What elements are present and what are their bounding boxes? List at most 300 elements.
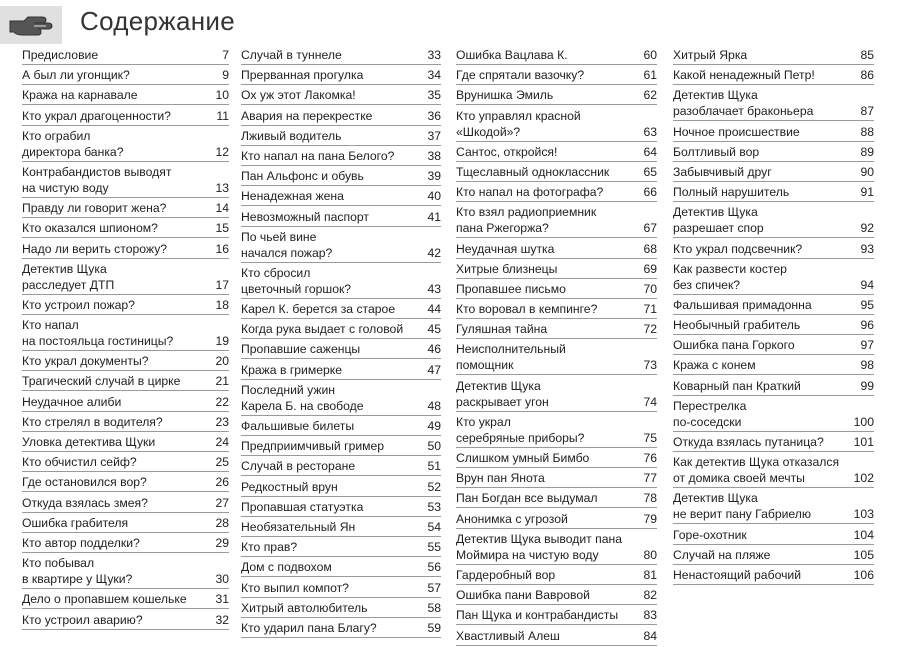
- toc-entry-title: Детектив Щука раскрывает угон: [456, 378, 549, 409]
- toc-entry: [241, 417, 441, 436]
- toc-entry-title: Полный нарушитель: [673, 185, 790, 200]
- toc-entry-page: 27: [215, 495, 229, 510]
- toc-entry: [456, 530, 657, 565]
- toc-entry: [241, 46, 441, 65]
- toc-entry: [241, 381, 441, 416]
- toc-entry: [241, 558, 441, 577]
- toc-entry-title: Кто украл серебряные приборы?: [456, 414, 585, 445]
- toc-entry-title: Кто напал на фотографа?: [456, 185, 604, 200]
- toc-entry-title: Хитрый автолюбитель: [241, 600, 368, 615]
- toc-entry: [673, 397, 874, 432]
- toc-entry: [241, 361, 441, 380]
- toc-entry-title: Детектив Щука расследует ДТП: [22, 261, 115, 292]
- toc-entry-title: Кто украл драгоценности?: [22, 108, 171, 123]
- toc-entry-page: 54: [427, 519, 441, 534]
- toc-entry-title: Неудачное алиби: [22, 394, 122, 409]
- toc-entry-title: Кто сбросил цветочный горшок?: [241, 265, 352, 296]
- toc-entry-title: Откуда взялась змея?: [22, 495, 148, 510]
- toc-entry-page: 53: [427, 499, 441, 514]
- toc-entry-page: 36: [427, 108, 441, 123]
- toc-entry-page: 43: [427, 281, 441, 296]
- toc-entry-title: Какой ненадежный Петр!: [673, 68, 815, 83]
- toc-entry-page: 52: [427, 479, 441, 494]
- toc-entry-title: Тщеславный одноклассник: [456, 164, 610, 179]
- toc-entry-page: 103: [853, 507, 874, 522]
- toc-entry: [456, 449, 657, 468]
- toc-entry-title: Пан Богдан все выдумал: [456, 491, 598, 506]
- toc-entry-title: Случай на пляже: [673, 547, 771, 562]
- toc-entry-page: 84: [643, 628, 657, 643]
- toc-entry-page: 22: [215, 394, 229, 409]
- toc-entry-page: 29: [215, 535, 229, 550]
- toc-entry-page: 50: [427, 439, 441, 454]
- toc-entry-page: 47: [427, 362, 441, 377]
- toc-entry-page: 14: [215, 201, 229, 216]
- toc-entry: [673, 123, 874, 142]
- toc-entry-title: Болтливый вор: [673, 144, 760, 159]
- toc-entry-title: Авария на перекрестке: [241, 108, 373, 123]
- toc-entry-page: 58: [427, 600, 441, 615]
- toc-entry-page: 62: [643, 88, 657, 103]
- toc-entry: [241, 498, 441, 517]
- toc-entry: [456, 413, 657, 448]
- toc-entry: [673, 240, 874, 259]
- toc-entry-page: 57: [427, 580, 441, 595]
- toc-entry-title: Когда рука выдает с головой: [241, 322, 404, 337]
- toc-entry: [456, 377, 657, 412]
- toc-entry: [456, 46, 657, 65]
- toc-entry-title: Детектив Щука разрешает спор: [673, 205, 764, 236]
- toc-entry-title: Хитрые близнецы: [456, 261, 558, 276]
- toc-entry: [673, 66, 874, 85]
- toc-entry: [241, 579, 441, 598]
- toc-entry: [22, 240, 229, 259]
- toc-entry-title: Ненастоящий рабочий: [673, 567, 802, 582]
- toc-entry-title: Кража с конем: [673, 358, 756, 373]
- toc-entry-title: По чьей вине начался пожар?: [241, 229, 333, 260]
- toc-entry: [241, 208, 441, 227]
- toc-entry: [22, 494, 229, 513]
- toc-entry-page: 9: [222, 68, 229, 83]
- toc-entry-title: Неудачная шутка: [456, 241, 555, 256]
- toc-entry: [673, 526, 874, 545]
- toc-entry-page: 63: [643, 124, 657, 139]
- toc-entry-page: 80: [643, 547, 657, 562]
- toc-entry-page: 32: [215, 612, 229, 627]
- toc-entry-page: 13: [215, 180, 229, 195]
- toc-entry-title: Ошибка Вацлава К.: [456, 48, 568, 62]
- toc-entry-page: 97: [860, 338, 874, 353]
- toc-entry: [241, 264, 441, 299]
- toc-entry-title: Фальшивая примадонна: [673, 297, 812, 312]
- toc-entry-title: Прерванная прогулка: [241, 68, 364, 83]
- toc-entry: [241, 340, 441, 359]
- toc-entry-title: Кто ударил пана Благу?: [241, 620, 377, 635]
- toc-entry-title: Кто управлял красной «Шкодой»?: [456, 108, 581, 139]
- toc-entry-title: Кто украл документы?: [22, 354, 149, 369]
- toc-entry-page: 23: [215, 414, 229, 429]
- toc-entry: [673, 316, 874, 335]
- toc-entry-page: 25: [215, 455, 229, 470]
- toc-entry-title: Кто обчистил сейф?: [22, 455, 137, 470]
- toc-entry-title: Врунишка Эмиль: [456, 88, 554, 103]
- toc-entry-title: Врун пан Янота: [456, 471, 545, 486]
- toc-entry-page: 59: [427, 620, 441, 635]
- toc-entry-page: 88: [860, 124, 874, 139]
- toc-entry: [673, 296, 874, 315]
- toc-entry-page: 85: [860, 48, 874, 62]
- toc-entry-page: 56: [427, 560, 441, 575]
- toc-entry: [456, 260, 657, 279]
- toc-entry-page: 42: [427, 245, 441, 260]
- toc-entry-page: 87: [860, 104, 874, 119]
- toc-column-2: [241, 46, 441, 639]
- toc-entry-title: Кто побывал в квартире у Щуки?: [22, 556, 133, 587]
- toc-entry: [673, 86, 874, 121]
- toc-entry: [22, 514, 229, 533]
- toc-entry-page: 45: [427, 322, 441, 337]
- toc-entry: [22, 611, 229, 630]
- toc-entry-title: Пропавшее письмо: [456, 281, 566, 296]
- toc-entry-title: Кто оказался шпионом?: [22, 221, 158, 236]
- toc-entry-title: Ошибка грабителя: [22, 515, 129, 530]
- toc-entry-page: 91: [860, 185, 874, 200]
- toc-entry: [241, 437, 441, 456]
- toc-entry: [22, 372, 229, 391]
- toc-entry: [241, 187, 441, 206]
- toc-entry: [241, 619, 441, 638]
- toc-entry-page: 81: [643, 567, 657, 582]
- toc-entry-page: 96: [860, 318, 874, 333]
- toc-entry-page: 105: [853, 547, 874, 562]
- toc-entry-page: 106: [853, 567, 874, 582]
- toc-entry-page: 48: [427, 398, 441, 413]
- toc-entry-title: Невозможный паспорт: [241, 209, 369, 224]
- toc-entry-title: Гардеробный вор: [456, 567, 556, 582]
- toc-entry-title: Лживый водитель: [241, 128, 342, 143]
- toc-entry-page: 18: [215, 297, 229, 312]
- toc-column-4: [673, 46, 874, 586]
- toc-entry-page: 99: [860, 378, 874, 393]
- toc-entry: [22, 316, 229, 351]
- toc-entry-title: Как детектив Щука отказался от домика своей мечты: [673, 455, 840, 486]
- toc-entry-title: Ошибка пана Горкого: [673, 338, 795, 353]
- toc-entry-page: 68: [643, 241, 657, 256]
- toc-entry-page: 66: [643, 185, 657, 200]
- toc-entry-page: 71: [643, 302, 657, 317]
- toc-entry-title: Кто устроил аварию?: [22, 612, 143, 627]
- toc-entry: [673, 546, 874, 565]
- toc-entry: [456, 320, 657, 339]
- toc-entry-page: 55: [427, 540, 441, 555]
- toc-entry: [456, 627, 657, 646]
- page-title: Содержание: [80, 6, 235, 36]
- toc-entry-page: 26: [215, 475, 229, 490]
- toc-entry-title: Коварный пан Краткий: [673, 378, 801, 393]
- toc-entry-page: 78: [643, 491, 657, 506]
- toc-entry-title: Ночное происшествие: [673, 124, 800, 139]
- toc-entry-title: Случай в туннеле: [241, 48, 342, 62]
- toc-entry: [22, 163, 229, 198]
- toc-entry-page: 102: [853, 471, 874, 486]
- toc-entry-title: Трагический случай в цирке: [22, 374, 181, 389]
- toc-entry-title: Необязательный Ян: [241, 519, 356, 534]
- toc-entry-title: Хвастливый Алеш: [456, 628, 560, 643]
- toc-entry-title: Кто ограбил директора банка?: [22, 128, 124, 159]
- toc-entry: [241, 167, 441, 186]
- toc-entry: [456, 163, 657, 182]
- toc-entry-page: 86: [860, 68, 874, 83]
- toc-entry-title: Уловка детектива Щуки: [22, 435, 156, 449]
- toc-entry-page: 16: [215, 241, 229, 256]
- toc-entry: [673, 453, 874, 488]
- toc-entry-title: Кто воровал в кемпинге?: [456, 302, 598, 317]
- toc-entry-title: Где спрятали вазочку?: [456, 68, 585, 83]
- toc-entry-title: Кража в гримерке: [241, 362, 343, 377]
- toc-entry: [22, 534, 229, 553]
- toc-entry-title: Кто взял радиоприемник пана Ржегоржа?: [456, 205, 597, 236]
- toc-entry-page: 75: [643, 430, 657, 445]
- toc-entry: [456, 143, 657, 162]
- toc-entry-page: 35: [427, 88, 441, 103]
- toc-entry: [673, 46, 874, 65]
- toc-entry: [241, 300, 441, 319]
- toc-entry-page: 41: [427, 209, 441, 224]
- toc-entry-page: 34: [427, 68, 441, 83]
- toc-entry-page: 70: [643, 281, 657, 296]
- toc-entry: [22, 433, 229, 452]
- toc-entry-title: Пан Альфонс и обувь: [241, 169, 364, 184]
- toc-entry-page: 31: [215, 592, 229, 607]
- toc-entry-title: Слишком умный Бимбо: [456, 451, 590, 465]
- toc-entry-title: Пропавшая статуэтка: [241, 499, 364, 514]
- toc-entry: [456, 469, 657, 488]
- toc-entry-page: 93: [860, 241, 874, 256]
- toc-entry-page: 33: [427, 48, 441, 62]
- toc-entry: [22, 66, 229, 85]
- toc-column-1: [22, 46, 229, 631]
- toc-entry: [22, 473, 229, 492]
- toc-entry: [22, 86, 229, 105]
- toc-entry: [673, 143, 874, 162]
- toc-entry-page: 24: [215, 435, 229, 449]
- toc-entry-page: 7: [222, 48, 229, 62]
- toc-entry-page: 72: [643, 322, 657, 337]
- toc-entry-page: 95: [860, 297, 874, 312]
- toc-entry-title: Анонимка с угрозой: [456, 511, 568, 526]
- toc-entry: [673, 566, 874, 585]
- toc-entry: [673, 203, 874, 238]
- toc-entry-page: 51: [427, 459, 441, 474]
- toc-entry-title: Предисловие: [22, 48, 99, 62]
- toc-entry-title: Забывчивый друг: [673, 164, 772, 179]
- toc-entry-page: 39: [427, 169, 441, 184]
- toc-entry-title: Как развести костер без спичек?: [673, 261, 787, 292]
- toc-entry-title: Карел К. берется за старое: [241, 302, 396, 317]
- toc-entry-page: 17: [215, 277, 229, 292]
- toc-entry-title: Кто автор подделки?: [22, 535, 140, 550]
- toc-entry-page: 98: [860, 358, 874, 373]
- header: [0, 0, 904, 48]
- toc-entry: [22, 554, 229, 589]
- toc-entry: [456, 203, 657, 238]
- toc-entry: [673, 433, 874, 452]
- toc-entry-page: 92: [860, 221, 874, 236]
- toc-entry: [456, 86, 657, 105]
- toc-column-3: [456, 46, 657, 647]
- toc-entry-title: Пропавшие саженцы: [241, 342, 361, 357]
- toc-entry: [241, 538, 441, 557]
- toc-entry-page: 60: [643, 48, 657, 62]
- toc-entry: [673, 336, 874, 355]
- toc-entry-title: Фальшивые билеты: [241, 419, 355, 433]
- toc-entry: [456, 107, 657, 142]
- toc-entry-page: 46: [427, 342, 441, 357]
- toc-entry-title: Кто украл подсвечник?: [673, 241, 803, 256]
- toc-entry-page: 61: [643, 68, 657, 83]
- toc-entry-title: Детектив Щука выводит пана Моймира на чистую воду: [456, 531, 622, 562]
- toc-entry-page: 79: [643, 511, 657, 526]
- toc-entry-page: 12: [215, 144, 229, 159]
- toc-entry-title: Правду ли говорит жена?: [22, 201, 167, 216]
- toc-entry-page: 67: [643, 221, 657, 236]
- toc-entry-title: Кто устроил пожар?: [22, 297, 135, 312]
- toc-entry-page: 74: [643, 394, 657, 409]
- toc-entry: [673, 489, 874, 524]
- toc-entry-page: 104: [853, 527, 874, 542]
- pointing-hand-icon: [0, 6, 62, 44]
- toc-entry-page: 44: [427, 302, 441, 317]
- toc-entry: [241, 320, 441, 339]
- toc-entry: [22, 590, 229, 609]
- toc-entry-page: 101: [853, 435, 874, 449]
- toc-entry-title: Редкостный врун: [241, 479, 338, 494]
- toc-entry: [241, 518, 441, 537]
- toc-entry-title: Кто напал на пана Белого?: [241, 148, 395, 163]
- toc-entry-page: 11: [216, 108, 229, 123]
- toc-entry-title: Хитрый Ярка: [673, 48, 748, 62]
- toc-entry-title: А был ли угонщик?: [22, 68, 130, 83]
- toc-entry: [456, 183, 657, 202]
- toc-entry: [241, 127, 441, 146]
- toc-entry-page: 10: [215, 88, 229, 103]
- toc-entry: [241, 457, 441, 476]
- toc-entry: [241, 107, 441, 126]
- toc-entry: [456, 566, 657, 585]
- toc-entry-title: Пан Щука и контрабандисты: [456, 608, 619, 623]
- toc-entry-page: 65: [643, 164, 657, 179]
- toc-entry-title: Кто напал на постояльца гостиницы?: [22, 318, 174, 349]
- toc-entry: [22, 46, 229, 65]
- toc-entry: [673, 260, 874, 295]
- toc-entry-page: 40: [427, 189, 441, 204]
- toc-entry: [673, 163, 874, 182]
- toc-entry: [22, 107, 229, 126]
- toc-entry-page: 37: [427, 128, 441, 143]
- toc-entry-title: Случай в ресторане: [241, 459, 356, 474]
- toc-entry: [673, 183, 874, 202]
- toc-entry-page: 20: [215, 354, 229, 369]
- toc-entry-title: Неисполнительный помощник: [456, 342, 566, 373]
- toc-entry: [456, 489, 657, 508]
- toc-entry-page: 94: [860, 277, 874, 292]
- toc-entry: [241, 86, 441, 105]
- toc-entry: [456, 66, 657, 85]
- toc-entry-title: Где остановился вор?: [22, 475, 147, 490]
- toc-entry-title: Дело о пропавшем кошельке: [22, 592, 187, 607]
- toc-entry-title: Последний ужин Карела Б. на свободе: [241, 382, 364, 413]
- toc-entry-title: Ох уж этот Лакомка!: [241, 88, 356, 103]
- toc-entry-page: 83: [643, 608, 657, 623]
- toc-entry-page: 49: [427, 419, 441, 433]
- toc-entry: [456, 606, 657, 625]
- toc-entry-page: 64: [643, 144, 657, 159]
- toc-entry: [22, 127, 229, 162]
- toc-entry: [456, 510, 657, 529]
- toc-entry-page: 69: [643, 261, 657, 276]
- toc-entry: [22, 453, 229, 472]
- toc-entry: [456, 240, 657, 259]
- toc-entry: [22, 199, 229, 218]
- toc-entry: [241, 228, 441, 263]
- toc-entry-title: Ошибка пани Вавровой: [456, 588, 590, 603]
- toc-entry-title: Необычный грабитель: [673, 318, 801, 333]
- toc-entry: [22, 296, 229, 315]
- toc-entry: [22, 352, 229, 371]
- toc-entry-title: Кто стрелял в водителя?: [22, 414, 163, 429]
- toc-entry: [241, 147, 441, 166]
- toc-entry: [22, 413, 229, 432]
- toc-entry-page: 77: [643, 471, 657, 486]
- toc-entry-title: Ненадежная жена: [241, 189, 344, 204]
- toc-entry-title: Детектив Щука разоблачает браконьера: [673, 88, 814, 119]
- toc-entry-title: Кража на карнавале: [22, 88, 138, 103]
- toc-entry: [456, 586, 657, 605]
- toc-entry-page: 73: [643, 358, 657, 373]
- toc-entry-page: 28: [215, 515, 229, 530]
- toc-entry: [456, 280, 657, 299]
- toc-entry: [673, 356, 874, 375]
- toc-entry-page: 38: [427, 148, 441, 163]
- toc-entry: [22, 393, 229, 412]
- toc-entry-page: 76: [643, 451, 657, 465]
- toc-entry: [456, 300, 657, 319]
- toc-entry-page: 100: [853, 414, 874, 429]
- toc-entry-title: Детектив Щука не верит пану Габриелю: [673, 491, 812, 522]
- toc-entry: [673, 377, 874, 396]
- toc-entry-title: Кто выпил компот?: [241, 580, 349, 595]
- toc-entry: [241, 599, 441, 618]
- toc-entry-title: Надо ли верить сторожу?: [22, 241, 168, 256]
- toc-entry: [241, 66, 441, 85]
- toc-entry-page: 90: [860, 164, 874, 179]
- toc-entry-title: Предприимчивый гример: [241, 439, 385, 454]
- toc-entry-page: 30: [215, 572, 229, 587]
- toc-entry-page: 89: [860, 144, 874, 159]
- toc-entry-page: 15: [215, 221, 229, 236]
- toc-entry-title: Откуда взялась путаница?: [673, 435, 824, 449]
- toc-entry-page: 19: [215, 334, 229, 349]
- toc-entry: [22, 219, 229, 238]
- toc-entry-title: Сантос, откройся!: [456, 144, 558, 159]
- toc-entry-title: Горе-охотник: [673, 527, 747, 542]
- toc-entry-title: Перестрелка по-соседски: [673, 398, 747, 429]
- toc-entry-title: Дом с подвохом: [241, 560, 332, 575]
- toc-entry: [456, 340, 657, 375]
- toc-entry-title: Контрабандистов выводят на чистую воду: [22, 164, 172, 195]
- toc-entry-page: 82: [643, 588, 657, 603]
- toc-entry: [22, 260, 229, 295]
